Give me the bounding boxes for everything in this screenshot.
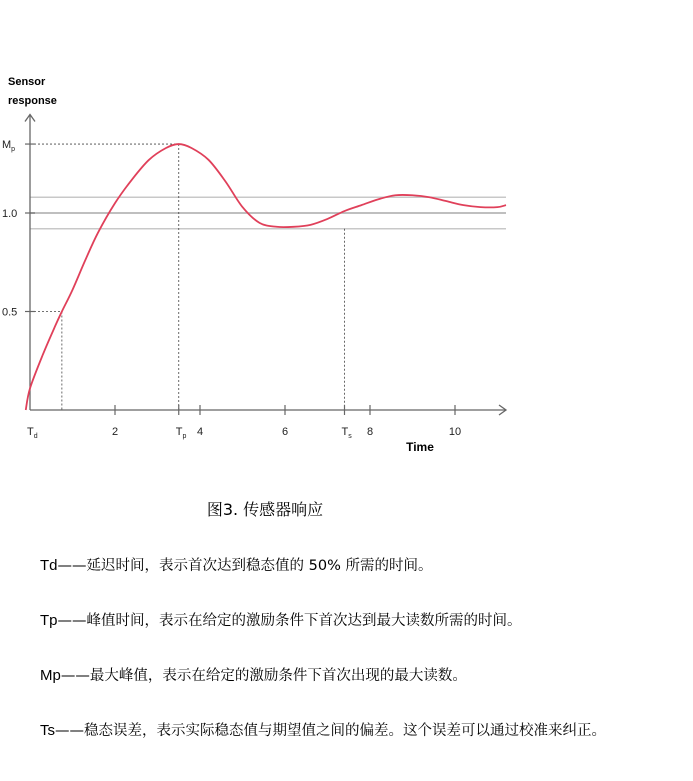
term-dash: —— [57,613,87,629]
x-tick-label-2: $T_p$ [175,426,187,440]
x-tick-label-6: 8 [366,426,374,438]
x-tick-label-7: 10 [448,426,462,438]
y-tick-label-2: $M_p$ [2,139,16,154]
y-axis-label-line2: response [8,95,57,107]
y-axis-label-line1: Sensor [8,76,46,88]
definition-tp [40,607,675,635]
x-tick-label-4: 6 [281,426,289,438]
term-dash: —— [60,668,90,684]
y-tick-label-1: 1.0 [2,208,18,220]
term-mp: Mp [40,667,61,684]
x-tick-label-1: 2 [111,426,119,438]
definition-text: 峰值时间，表示在给定的激励条件下首次达到最大读数所需的时间。 [86,613,522,629]
figure-caption: 图3. 传感器响应 [206,500,324,519]
definition-ts [40,717,675,745]
definition-text: 稳态误差，表示实际稳态值与期望值之间的偏差。这个误差可以通过校准来纠正。 [84,723,606,739]
y-tick-label-0: 0.5 [2,306,18,319]
definition-text: 延迟时间，表示首次达到稳态值的 50% 所需的时间。 [86,558,433,574]
term-ts: Ts [40,722,55,739]
term-dash: —— [57,558,87,574]
x-axis-label: Time [406,440,434,454]
definitions-list [40,552,675,772]
term-tp: Tp [40,612,58,629]
definition-text: 最大峰值，表示在给定的激励条件下首次出现的最大读数。 [89,668,467,684]
definition-mp [40,662,675,690]
term-td: Td [40,557,58,574]
x-tick-label-3: 4 [196,426,204,438]
definition-td [40,552,675,580]
x-tick-label-0: $T_d$ [27,426,38,440]
response-curve-0 [26,144,506,410]
term-dash: —— [55,723,84,739]
x-tick-label-5: $T_s$ [341,426,352,440]
